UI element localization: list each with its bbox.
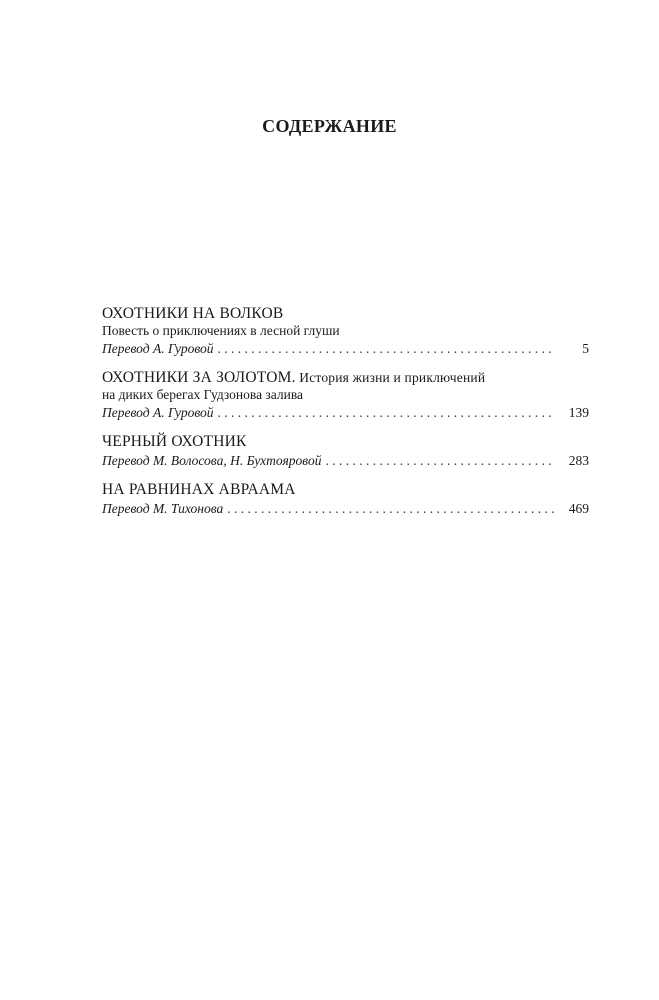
toc-entry bbox=[102, 304, 589, 359]
dot-leader bbox=[227, 499, 555, 519]
entry-title bbox=[102, 368, 589, 387]
entry-translator-line bbox=[102, 339, 589, 359]
entry-title bbox=[102, 304, 589, 323]
entry-translator-line bbox=[102, 499, 589, 519]
toc-entry bbox=[102, 368, 589, 423]
dot-leader bbox=[218, 403, 555, 423]
entry-title-text: ЧЕРНЫЙ ОХОТНИК bbox=[102, 433, 247, 450]
entry-title-text: НА РАВНИНАХ АВРААМА bbox=[102, 481, 296, 498]
entry-translator: Перевод М. Волосова, Н. Бухтояровой bbox=[102, 453, 322, 468]
entry-subtitle: Повесть о приключениях в лесной глуши bbox=[102, 323, 340, 338]
dot-leader bbox=[325, 451, 555, 471]
entry-title-text: ОХОТНИКИ ЗА ЗОЛОТОМ. bbox=[102, 369, 296, 386]
entry-page-number: 283 bbox=[568, 453, 589, 468]
entry-title-suffix: История жизни и приключений bbox=[295, 370, 486, 385]
entry-page-number: 5 bbox=[582, 341, 589, 356]
entry-page-number: 469 bbox=[568, 501, 589, 516]
entry-title bbox=[102, 432, 589, 451]
table-of-contents bbox=[102, 304, 589, 528]
entry-translator-line bbox=[102, 451, 589, 471]
entry-translator: Перевод А. Гуровой bbox=[102, 341, 214, 356]
entry-subtitle: на диких берегах Гудзонова залива bbox=[102, 387, 304, 402]
entry-page-number: 139 bbox=[568, 405, 589, 420]
page-title: СОДЕРЖАНИЕ bbox=[262, 116, 397, 136]
entry-title bbox=[102, 480, 589, 499]
entry-translator-line bbox=[102, 403, 589, 423]
dot-leader bbox=[218, 339, 555, 359]
toc-entry bbox=[102, 432, 589, 471]
entry-translator: Перевод А. Гуровой bbox=[102, 405, 214, 420]
entry-title-text: ОХОТНИКИ НА ВОЛКОВ bbox=[102, 305, 284, 322]
entry-translator: Перевод М. Тихонова bbox=[102, 501, 224, 516]
toc-entry bbox=[102, 480, 589, 519]
